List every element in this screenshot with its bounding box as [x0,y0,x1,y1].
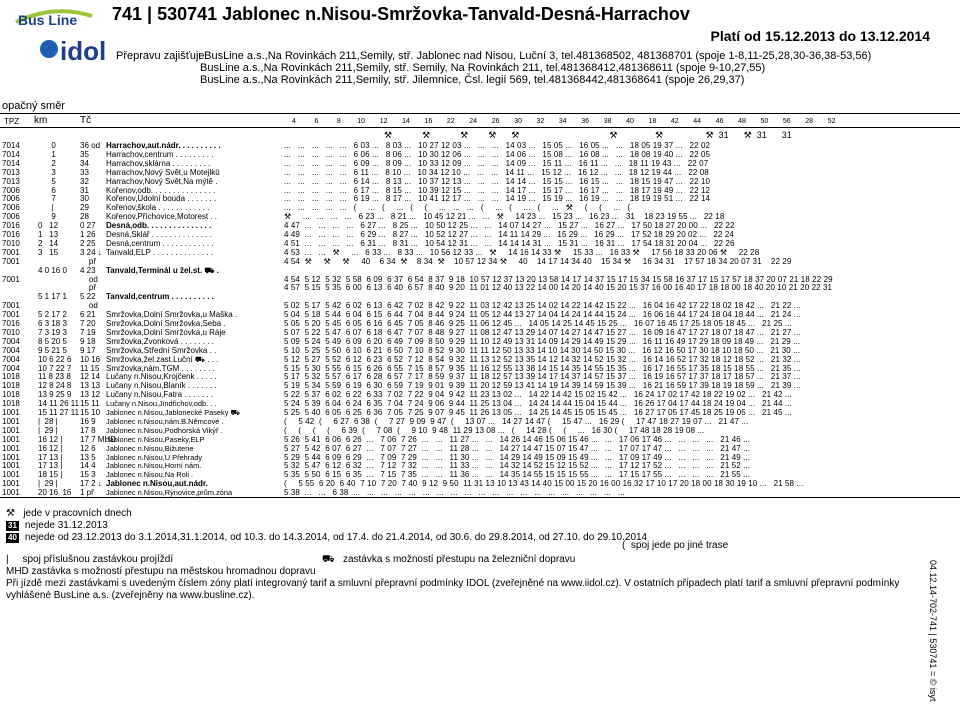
cell-times: ( 5 55 6 20 6 40 7 10 7 20 7 40 9 12 9 50 11 31 13 10 13 43 14 40 15 00 15 20 16 00 16 32 17 10 17 20 18 00 18 30 19 10 ... 21 58 ... [284,480,804,489]
train-number: 36 [581,118,590,125]
cell-tpz: 7001 [2,247,20,257]
direction-label: opačný směr [2,100,65,112]
cell-tpz: 1001 [2,416,20,426]
cell-tpz: 7014 [2,149,20,159]
cell-tpz: 1001 [2,408,20,417]
cell-times: 5 12 5 27 5 52 6 12 6 23 6 52 7 12 8 54 9 32 11 13 12 52 13 35 14 12 14 32 14 52 15 32 ... 16 14 16 52 17 32 18 12 18 52 ... 21 32 ... [284,355,801,364]
cell-tpz: 1001 [2,425,20,435]
cell-km: 5 2 17 2 [38,310,67,320]
cell-times: ... ... ... ... ... 6 03 ... 8 03 ... 10 27 12 03 ... ... ... 14 03 ... 15 05 ... 16 05 ... ... 18 05 19 37 ... 22 02 [284,142,711,150]
cell-times: 5 27 5 42 6 07 6 27 ... 7 07 7 27 ... ... 11 28 ... ... 14 27 14 47 15 07 15 47 ... ... 17 07 17 47 ... ... ... ... 21 47 ... [284,444,751,453]
cell-km: 9 [38,212,56,222]
train-number: 44 [693,118,702,125]
train-number: 30 [514,118,522,125]
train-number: 6 [314,118,319,125]
cell-times: ... ... ... ... ... 6 14 ... 8 13 ... 10 37 12 13 ... ... ... 14 14 ... 15 15 ... 16 15 ... ... 18 15 19 47 ... 22 10 [284,177,711,186]
cell-times: ( 5 42 ( 6 27 6 38 ( 7 27 9 09 9 47 ( 13 07 ... 14 27 14 47 ( 15 47 ... 16 29 ( 17 47 18 27 19 07 ... 21 47 ... [284,417,749,426]
cell-km: 6 3 18 3 [38,319,67,328]
cell-tpz: 7001 [2,301,20,311]
cell-km: 18 15 | [38,470,63,480]
cell-km: 10 7 22 7 [38,363,72,373]
cell-times: ... ... ... ... ... 6 19 ... 8 17 ... 10 41 12 17 ... ... ... 14 19 ... 15 19 ... 16 19 ... ... 18 19 19 51 ... 22 14 [284,195,711,204]
legend-text-4b: zastávka s možností přestupu na železniční dopravu [342,554,576,565]
cell-tpz: 7010 [2,238,20,248]
cell-stop: Kořenov,odb. . . . . . . . . . . . . . . [106,186,216,195]
cell-times: 5 35 5 50 6 15 6 35 ... 7 15 7 35 ... ... 11 36 ... ... 14 35 14 55 15 15 15 55 ... ... 17 15 17 55 ... ... ... ... 21 55 ... [284,471,751,480]
cell-tpz: 7001 [2,256,20,266]
cell-tc: 29 [80,203,89,213]
cell-tc: př [80,256,97,266]
cell-times: 4 47 ... ... ... ... 6 27 ... 8 25 ... 10 50 12 25 ... ... 14 07 14 27 ... 15 27 ... 16 27 ... 17 50 18 27 20 00 ... 22 22 [284,222,735,231]
cell-times: 4 53 ... ... ⚒ ... 6 33 ... 8 33 ... 10 56 12 33 ... ⚒ 14 16 14 33 ⚒ 15 33 ... 16 33 ⚒ 17 56 18 33 20 06 ⚒ 22 28 [284,248,760,257]
legend-text-3: nejede od 23.12.2013 do 3.1.2014,31.1.2014, od 10.3. do 14.3.2014, od 17.4. do 21.4.2014, od 30.6. do 29.8.2014, od 27.10. do 29.10.2014 [24,532,648,543]
cell-tpz: 7006 [2,212,20,222]
cell-km: | 28 | [38,416,58,426]
cell-tc: 1 př [80,488,94,498]
cell-km: 7 3 19 3 [38,327,67,337]
cell-km: 6 [38,185,56,195]
cell-tpz: 1001 [2,461,20,471]
cell-tc: od [80,274,98,284]
validity-period: Platí od 15.12.2013 do 13.12.2014 [710,28,930,44]
cell-times: ... ... ... ... ... 6 17 ... 8 15 ... 10 39 12 15 ... ... ... 14 17 ... 15 17 ... 16 17 ... ... 18 17 19 49 ... 22 12 [284,186,711,195]
legend-tariff-2: vyhlášené BusLine a.s. (zveřejněny na www.busline.cz). [6,590,255,601]
cell-tc: 10 16 [80,354,101,364]
cell-km: 5 1 17 1 [38,292,67,302]
cell-km: 13 9 25 9 [38,390,72,400]
legend-text-4: spoj příslušnou zastávkou projíždí [22,554,174,565]
cell-km: 3 [38,167,56,177]
cell-km: 14 11 26 11 [38,399,80,409]
badge-31: 31 [8,521,17,530]
cell-stop: Harrachov,centrum . . . . . . . . . [106,150,214,159]
cell-tpz: 1001 [2,479,20,489]
train-number: 28 [805,118,814,125]
cell-times: 4 57 5 15 5 35 6 00 6 13 6 40 6 57 8 40 9 20 11 01 12 40 13 22 14 00 14 20 14 40 15 20 15 37 16 00 16 40 17 18 18 00 18 40 20 10 21 20 22 31 [284,284,833,293]
train-number: 34 [558,118,567,125]
train-number: 48 [738,118,746,125]
cell-times: 5 26 5 41 6 06 6 26 ... 7 06 7 26 ... ... 11 27 ... ... 14 26 14 46 15 06 15 46 ... ... 17 06 17 46 ... ... ... ... 21 46 ... [284,435,751,444]
cell-tpz: 1001 [2,443,20,453]
cell-km: 3 15 [38,247,59,257]
cell-tc: 0 27 [80,221,96,231]
cell-times: 5 29 5 44 6 09 6 29 ... 7 09 7 29 ... ... 11 30 ... ... 14 29 14 49 15 09 15 49 ... ... 17 09 17 49 ... ... ... ... 21 49 ... [284,453,751,462]
cell-tpz: 7001 [2,310,20,320]
cell-stop: Harrachov,aut.nádr. . . . . . . . . . [106,142,221,150]
cell-tc: 17 8 [80,425,96,435]
cell-km: 11 8 23 8 [38,372,71,382]
legend-rail [322,554,575,567]
cell-times: ... ... ... ... ... 6 11 ... 8 10 ... 10 34 12 10 ... ... ... 14 11 ... 15 12 ... 16 12 ... ... 18 12 19 44 ... 22 08 [284,168,709,177]
cell-stop: Jablonec n.Nisou,Horní nám. [106,462,202,471]
cell-stop: Jablonec n.Nisou,Rýnovice,prům.zóna [106,489,233,498]
cell-stop: Harrachov,Nový Svět,u Motejlků [106,168,220,177]
carrier-line-1: : BusLine a.s.,Na Rovinkách 211,Semily, stř. Jablonec nad Nisou, Luční 3, tel.481368502, 481368701 (spoje 1-8,11-25,28,30-36,38-53,56) [198,50,872,62]
cell-times: ( ( ( ( 6 39 ( 7 08 ( 9 10 9 48 11 29 13 08 ... ( 14 28 ( ( ... 16 30 ( 17 48 18 28 19 08 ... [284,426,705,435]
legend-31 [6,520,108,531]
cell-tpz: 7006 [2,185,20,195]
cell-times: 5 22 5 37 6 02 6 22 6 33 7 02 7 22 9 04 9 42 11 23 13 02 ... 14 22 14 42 15 02 15 42 ... 16 24 17 02 17 42 18 22 19 02 ... 21 42 ... [284,391,792,400]
cell-stop: Jablonec n.Nisou,U Přehrady [106,453,203,462]
cell-times: ... ... ... ... ... ( ... ( ... ( ( ... ... ... ( ... ( ... ( ... ⚒ ( ( ... ( [284,204,631,213]
legend-mhd: MHD zastávka s možností přestupu na městskou hromadnou dopravu [6,566,316,577]
cell-stop: Desná,odb. . . . . . . . . . . . . . . [106,222,212,231]
cell-tc: 6 21 [80,310,96,320]
train-number: 18 [648,118,657,125]
cell-km: | 29 | [38,479,58,489]
cell-stop: Desná,Sklář . . . . . . . . . . . . . . [106,231,212,239]
cell-tpz: 7010 [2,327,20,337]
cell-km: 1 [38,149,56,159]
cell-km: 20 16 16 [38,488,72,498]
cell-km: 15 11 27 11 [38,408,80,417]
train-number: 40 [626,118,634,125]
cell-km: 10 6 22 6 [38,354,72,364]
cell-tpz: 1001 [2,470,20,480]
carrier-label: Přepravu zajišťuje [116,50,205,62]
cell-stop: Kořenov,škola . . . . . . . . . . . . [106,204,210,213]
legend-text-1: jede v pracovních dnech [23,508,132,519]
cell-tc: 34 [80,158,89,168]
cell-tc: 17 7 MHD [80,434,117,444]
legend-other-route: ( spoj jede po jiné trase [622,540,729,551]
cell-tpz: 1001 [2,452,20,462]
cell-tpz: 7004 [2,336,20,346]
cell-km: 16 12 | [38,434,63,444]
cell-km: 8 5 20 5 [38,336,67,346]
cell-tc: od [80,301,98,311]
cell-km: 0 [38,141,56,150]
cell-km: 17 13 | [38,461,63,471]
legend-40 [6,532,647,543]
cell-stop: Jablonec n.Nisou,nám.B.Němcové . [106,417,224,426]
cell-km: 1 13 [38,230,59,239]
cell-stop: Jablonec n.Nisou,Bižuterie [106,444,194,453]
cell-stop: Tanvald,centrum . . . . . . . . . . [106,293,214,302]
idol-logo: idol [60,36,107,66]
train-number: 42 [670,118,679,125]
cell-tpz: 7016 [2,319,20,328]
cell-times: 5 24 5 39 6 04 6 24 6 35 7 04 7 24 9 06 9 44 11 25 13 04 ... 14 24 14 44 15 04 15 44 ... 16 26 17 04 17 44 18 24 19 04 ... 21 44 ... [284,400,792,409]
cell-tc: 32 [80,176,89,186]
legend-tariff-1: Při jízdě mezi zastávkami s uvedeným číslem zóny platí integrovaný tarif a smluvní přepravní podmínky IDOL (zveřejněné na www.iidol.cz). V ostatních případech platí tarif a smluvní přepravní podmínky [6,578,900,589]
cell-tc: 31 [80,185,89,195]
col-header-km: km [34,115,48,126]
idol-logo-icon [40,40,58,58]
cell-km: 5 [38,176,56,186]
cell-stop: Lučany n.Nisou,Fatra . . . . . . . [106,391,214,400]
badge-40: 40 [8,533,17,542]
cell-stop: Smržovka,Dolní Smržovka,u Maška . [106,311,238,320]
brand-text: Bus Line [18,12,78,28]
train-number: 38 [603,118,612,125]
cell-tc: 16 9 [80,416,96,426]
cell-times: 5 15 5 30 5 55 6 15 6 26 6 55 7 15 8 57 9 35 11 16 12 55 13 38 14 15 14 35 14 55 15 35 ... 16 17 16 55 17 35 18 15 18 55 ... 21 35 ... [284,364,801,373]
cell-km: 2 14 [38,238,59,248]
cell-km: 7 [38,194,56,204]
train-number: 26 [491,118,500,125]
train-number: 52 [827,118,836,125]
cell-km: 12 8 24 8 [38,381,72,391]
cell-stop: Smržovka,žel.zast.Luční ⛟ . . . [106,355,219,364]
train-number: 4 [292,118,296,125]
cell-stop: Lučany n.Nisou,Krojčenk . . . . . [106,373,217,382]
cell-stop: Jablonec n.Nisou,Jablonecké Paseky ⛟ [106,409,240,417]
cell-times: ... ... ... ... ... 6 09 ... 8 09 ... 10 33 12 09 ... ... ... 14 09 ... 15 11 ... 16 11 ... ... 18 11 19 43 ... 22 07 [284,159,709,168]
train-number: 32 [536,118,545,125]
cell-tpz: 7014 [2,141,20,150]
cell-tc: 13 13 [80,381,101,391]
cell-km: 2 [38,158,56,168]
cell-km: 4 0 16 0 [38,265,67,275]
cell-stop: Jablonec n.Nisou,Na Roli . [106,471,194,480]
cell-tpz: 1001 [2,488,20,498]
cell-km: | [38,203,54,213]
train-number: 10 [357,118,366,125]
cell-stop: Smržovka,Střední Smržovka . . [106,346,217,355]
col-header-tc: Tč [80,115,92,126]
cell-tc: 5 22 [80,292,96,302]
train-number: 50 [760,118,769,125]
busline-logo [14,6,94,28]
cell-tpz: 7006 [2,203,20,213]
cell-times: 4 49 ... ... ... ... 6 29 ... 8 27 ... 10 52 12 27 ... ... 14 11 14 29 ... 15 29 ... 16 29 ... 17 52 18 29 20 02 ... 22 24 [284,231,734,239]
cell-times: 4 54 5 12 5 32 5 58 6 09 6 37 6 54 8 37 9 18 10 57 12 37 13 20 13 58 14 17 14 37 15 17 15 34 15 58 16 37 17 15 17 57 18 37 20 07 21 18 22 29 [284,275,833,284]
cell-tpz: 7001 [2,274,20,284]
cell-stop: Smržovka,nám.TGM . . . . . . . . [106,364,215,373]
cell-times: 5 25 5 40 6 05 6 25 6 36 7 05 7 25 9 07 9 45 11 26 13 05 ... 14 25 14 45 15 05 15 45 ... 16 27 17 05 17 45 18 25 19 05 ... 21 45 ... [284,409,792,417]
train-icon: ⛟ [322,554,335,565]
cell-times: 4 54 ⚒ ⚒ ⚒ 40 6 34 ⚒ 8 34 ⚒ 10 57 12 34 ⚒ 40 14 17 14 34 40 15 34 ⚒ 16 34 31 17 57 18 34 20 07 31 22 29 [284,257,792,266]
cell-stop: Harrachov,Nový Svět,Na mýtě . [106,177,218,186]
cell-tc: 17 2 ↓ [80,479,102,489]
cell-stop: Smržovka,Dolní Smržovka,Seba . [106,320,226,328]
train-number: 22 [446,118,455,125]
cell-tpz: 1018 [2,390,20,400]
cell-tc: 12 6 [80,443,96,453]
train-number: 56 [782,118,791,125]
cell-tc: 14 4 [80,461,96,471]
cell-stop: Kořenov,Příchovice,Motorest . . [106,213,218,222]
cell-tpz: 7014 [2,158,20,168]
cell-times: 5 07 5 22 5 47 6 07 6 18 6 47 7 07 8 48 9 27 11 08 12 47 13 29 14 07 14 27 14 47 15 27 ... 16 09 16 47 17 27 18 07 18 47 ... 21 27 ... [284,328,801,337]
cell-tc: 12 14 [80,372,101,382]
cell-tc: 30 [80,194,89,204]
train-number: 16 [424,118,433,125]
train-number: 14 [402,118,410,125]
legend-text-2: nejede 31.12.2013 [24,520,108,531]
train-number: 12 [379,118,388,125]
cell-times: 5 17 5 32 5 57 6 17 6 28 6 57 7 17 8 59 9 37 11 18 12 57 13 39 14 17 14 37 14 57 15 37 ... 16 19 16 57 17 37 18 17 18 57 ... 21 37 ... [284,373,801,382]
cell-tc: 28 [80,212,89,222]
cell-times: 5 38 ... ... 6 38 ... ... ... ... ... ... ... ... ... ... ... ... ... ... ... ... ... ... ... ... [284,489,625,498]
col-header-tpz: TPZ [4,117,20,126]
train-number: 24 [469,118,478,125]
cell-stop: Tanvald,Terminál u žel.st. ⛟ . [106,266,219,275]
cell-tc: 13 5 [80,452,96,462]
cell-tc: 4 23 [80,265,96,275]
cell-stop: Smržovka,Zvonková . . . . . . . . [106,337,215,346]
cell-tc: 15 11 [80,399,100,409]
carrier-line-3: BusLine a.s.,Na Rovinkách 211,Semily, stř. Jilemnice, Čsl. legií 569, tel.481368442,481368641 (spoje 26,29,37) [200,74,745,86]
legend-workdays [6,508,132,519]
cell-km: 16 12 | [38,443,63,453]
cell-tc: př [80,283,97,293]
cell-times: 4 51 ... ... ... ... 6 31 ... 8 31 ... 10 54 12 31 ... ... 14 14 14 31 ... 15 31 ... 16 31 ... 17 54 18 31 20 04 ... 22 26 [284,239,735,248]
table-bottom-rule [0,497,960,498]
cell-times: 5 32 5 47 6 12 6 32 ... 7 12 7 32 ... ... 11 33 ... ... 14 32 14 52 15 12 15 52 ... ... 17 12 17 52 ... ... ... ... 21 52 ... [284,462,751,471]
cell-stop: Desná,centrum . . . . . . . . . . . . [106,239,214,248]
cell-times: 5 19 5 34 5 59 6 19 6 30 6 59 7 19 9 01 9 39 11 20 12 59 13 41 14 19 14 39 14 59 15 39 ... 16 21 16 59 17 39 18 19 18 59 ... 21 39 ... [284,382,801,391]
cell-times: 5 05 5 20 5 45 6 05 6 16 6 45 7 05 8 46 9 25 11 06 12 45 ... 14 05 14 25 14 45 15 25 ... 16 07 16 45 17 25 18 05 18 45 ... 21 25 ... [284,320,792,328]
cell-tpz: 7004 [2,363,20,373]
table-top-rule [0,113,960,114]
cell-tpz: 7006 [2,194,20,204]
cell-stop: Jablonec n.Nisou,Podhorská Vikýř . [106,426,223,435]
cell-tpz: 1001 [2,434,20,444]
cell-km: 9 5 21 5 [38,345,67,355]
cell-times: 5 02 5 17 5 42 6 02 6 13 6 42 7 02 8 42 9 22 11 03 12 42 13 25 14 02 14 22 14 42 15 22 ... 16 04 16 42 17 22 18 02 18 42 ... 21 22 ... [284,302,801,311]
cell-tc: 33 [80,167,89,177]
cell-stop: Jablonec n.Nisou,Paseky,ELP [106,435,205,444]
hammer-icon: ⚒ [6,508,15,519]
cell-stop: Tanvald,ELP . . . . . . . . . . . . . . [106,248,214,257]
cell-stop: Jablonec n.Nisou,aut.nádr. [106,480,208,489]
cell-tc: 36 od [80,141,101,150]
cell-stop: Harrachov,sklárna . . . . . . . . . [106,159,211,168]
cell-tc: 7 19 [80,327,96,337]
cell-tpz: 1018 [2,399,20,409]
cell-tc: 15 3 [80,470,96,480]
cell-tc: 1 26 [80,230,96,239]
legend-passes: | spoj příslušnou zastávkou projíždí [6,554,174,565]
cell-tpz: 1018 [2,372,20,382]
cell-stop: Lučany n.Nisou,Jindřichov,odb. . . [106,400,217,409]
cell-tc: 2 25 [80,238,96,248]
cell-tpz: 7016 [2,221,20,231]
line-title: 741 | 530741 Jablonec n.Nisou-Smržovka-Tanvald-Desná-Harrachov [112,4,690,24]
cell-km: 0 12 [38,221,59,231]
cell-times: ... ... ... ... ... 6 06 ... 8 06 ... 10 30 12 06 ... ... ... 14 06 ... 15 08 ... 16 08 ... ... 18 08 19 40 ... 22 05 [284,150,711,159]
train-number: 8 [336,118,341,125]
cell-tc: 3 24 ↓ [80,247,102,257]
cell-times: 5 04 5 18 5 44 6 04 6 15 6 44 7 04 8 44 9 24 11 05 12 44 13 27 14 04 14 24 14 44 15 24 ... 16 06 16 44 17 24 18 04 18 44 ... 21 24 ... [284,311,801,320]
cell-tc: 13 12 [80,390,101,400]
cell-tpz: 7004 [2,354,20,364]
legend-text-3b: spoj jede po jiné trase [630,540,729,551]
cell-tpz: 7013 [2,167,20,177]
side-note: 04.12.14-702-741 | 530741 = © isyt [928,560,938,702]
cell-tc: 7 20 [80,319,96,328]
cell-stop: Kořenov,Údolní bouda . . . . . . . [106,195,217,204]
carrier-line-2: BusLine a.s.,Na Rovinkách 211,Semily, stř. Semily, Na Rovinkách 211, tel.481368412,481368611 (spoje 9-10,27,55) [200,62,766,74]
cell-km: | 29 | [38,425,58,435]
train-number: 46 [715,118,724,125]
cell-tpz: 7004 [2,345,20,355]
cell-times: ⚒ ... ... ... ... 6 23 ... 8 21 ... 10 45 12 21 ... ... ⚒ 14 23 ... 15 23 ... 16 23 ... 31 18 23 19 55 ... 22 18 [284,213,725,222]
cell-tc: 35 [80,149,89,159]
cell-tpz: 7016 [2,230,20,239]
symbol-row: ⚒ ⚒ ⚒ ⚒ ⚒ ⚒ ⚒ ⚒ 31 ⚒ 31 31 [284,130,792,140]
table-header-rule [0,127,960,128]
cell-stop: Smržovka,Dolní Smržovka,u Ráje [106,328,226,337]
cell-tc: 9 17 [80,345,96,355]
cell-km: 17 13 | [38,452,63,462]
cell-times: 5 10 5 25 5 50 6 10 6 21 6 50 7 10 8 52 9 30 11 11 12 50 13 33 14 10 14 30 14 50 15 30 ... 16 12 16 50 17 30 18 10 18 50 ... 21 30 ... [284,346,801,355]
cell-tc: 15 10 [80,408,101,417]
cell-tpz: 7013 [2,176,20,186]
cell-tc: 11 15 [80,363,100,373]
cell-tpz: 1018 [2,381,20,391]
cell-times: 5 09 5 24 5 49 6 09 6 20 6 49 7 09 8 50 9 29 11 10 12 49 13 31 14 09 14 29 14 49 15 29 ... 16 11 16 49 17 29 18 09 18 49 ... 21 29 ... [284,337,801,346]
cell-tc: 9 18 [80,336,96,346]
cell-stop: Lučany n.Nisou,Blaník . . . . . . . [106,382,217,391]
